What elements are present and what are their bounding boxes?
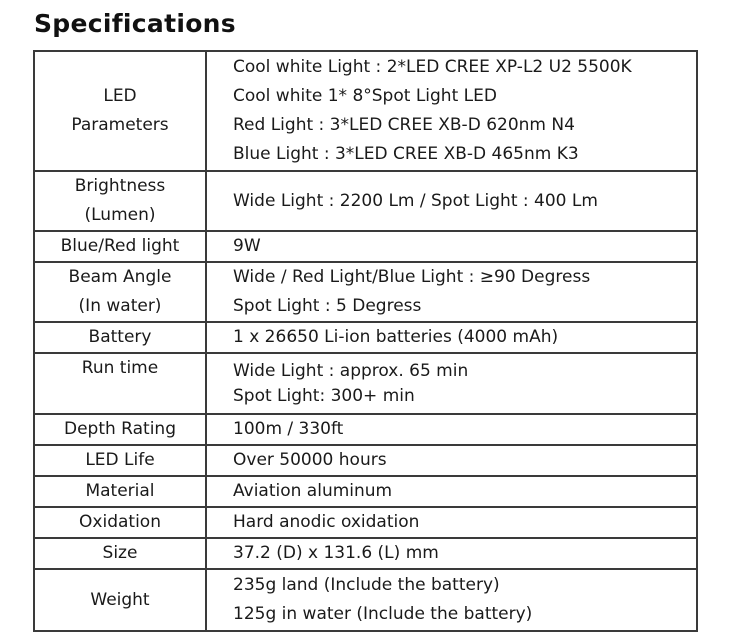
spec-value-line: Wide Light : approx. 65 min: [233, 360, 469, 381]
spec-value: [206, 171, 697, 231]
spec-label: [34, 353, 206, 414]
spec-value-line: Red Light : 3*LED CREE XB-D 620nm N4: [233, 115, 575, 135]
spec-value-line: Cool white 1* 8°Spot Light LED: [233, 86, 497, 106]
spec-label-line: Blue/Red light: [60, 236, 180, 256]
spec-label: [34, 414, 206, 445]
spec-value-line: Hard anodic oxidation: [233, 512, 420, 532]
spec-label: [34, 445, 206, 476]
spec-value-line: Spot Light : 5 Degress: [233, 296, 422, 316]
spec-label-line: Beam Angle: [68, 267, 172, 287]
table-row: [34, 322, 697, 353]
table-row: [34, 51, 697, 171]
spec-label: [34, 538, 206, 569]
spec-label: [34, 322, 206, 353]
spec-label-line: LED: [103, 86, 137, 106]
spec-label-line: Depth Rating: [64, 419, 176, 439]
spec-value-line: 125g in water (Include the battery): [233, 604, 533, 624]
spec-label-line: Material: [85, 481, 155, 501]
table-row: [34, 414, 697, 445]
spec-value: [206, 538, 697, 569]
spec-value-line: 235g land (Include the battery): [233, 575, 500, 595]
page-title: Specifications: [34, 9, 236, 38]
spec-value-line: Over 50000 hours: [233, 450, 387, 470]
spec-label-line: Parameters: [71, 115, 169, 135]
spec-value-line: 9W: [233, 236, 261, 256]
spec-label-line: Weight: [90, 589, 150, 610]
spec-value-line: 1 x 26650 Li-ion batteries (4000 mAh): [233, 327, 559, 347]
spec-value: [206, 476, 697, 507]
spec-value: [206, 569, 697, 631]
spec-label-line: Brightness: [74, 176, 166, 196]
spec-value: [206, 51, 697, 171]
spec-value-line: Cool white Light : 2*LED CREE XP-L2 U2 5500K: [233, 57, 632, 77]
spec-value-line: 37.2 (D) x 131.6 (L) mm: [233, 543, 439, 563]
spec-value: [206, 262, 697, 322]
spec-value: [206, 322, 697, 353]
table-row: [34, 538, 697, 569]
spec-value-line: Blue Light : 3*LED CREE XB-D 465nm K3: [233, 144, 579, 164]
spec-label: [34, 171, 206, 231]
spec-label: [34, 231, 206, 262]
spec-label: [34, 262, 206, 322]
spec-value: [206, 353, 697, 414]
spec-label-line: (In water): [78, 296, 162, 316]
spec-value: [206, 231, 697, 262]
spec-label-line: LED Life: [85, 450, 155, 470]
spec-label: [34, 476, 206, 507]
spec-label: [34, 569, 206, 631]
spec-label-line: Oxidation: [79, 512, 161, 532]
table-row: [34, 507, 697, 538]
table-row: [34, 353, 697, 414]
spec-label: [34, 507, 206, 538]
specifications-table: [33, 50, 698, 632]
spec-value-line: Spot Light: 300+ min: [233, 385, 415, 406]
table-row: [34, 231, 697, 262]
spec-label: [34, 51, 206, 171]
spec-value-line: Wide Light : 2200 Lm / Spot Light : 400 Lm: [233, 190, 598, 211]
table-row: [34, 569, 697, 631]
spec-label-line: Run time: [81, 358, 159, 378]
spec-label-line: (Lumen): [84, 205, 156, 225]
spec-label-line: Size: [102, 543, 138, 563]
spec-value: [206, 507, 697, 538]
spec-label-line: Battery: [88, 327, 152, 347]
table-row: [34, 445, 697, 476]
spec-value-line: Aviation aluminum: [233, 481, 393, 501]
spec-value-line: Wide / Red Light/Blue Light : ≥90 Degress: [233, 267, 591, 287]
spec-value: [206, 445, 697, 476]
table-row: [34, 262, 697, 322]
spec-value: [206, 414, 697, 445]
table-row: [34, 171, 697, 231]
table-row: [34, 476, 697, 507]
spec-value-line: 100m / 330ft: [233, 419, 344, 439]
